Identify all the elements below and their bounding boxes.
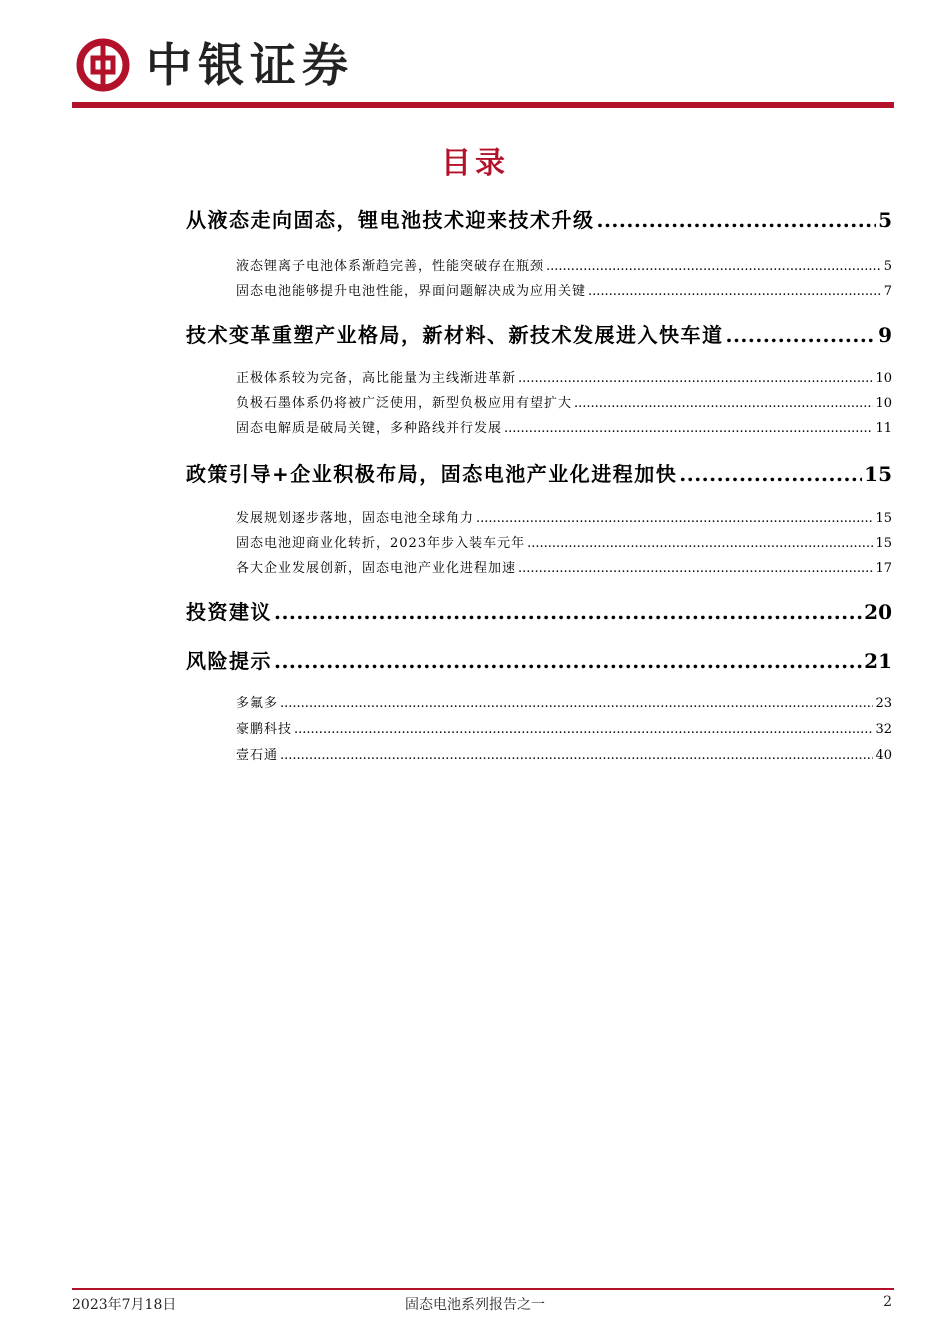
brand-name: 中银证券: [146, 38, 354, 92]
toc-entry-title: 正极体系较为完备，高比能量为主线渐进革新: [236, 371, 517, 386]
footer-report-name: 固态电池系列报告之一: [405, 1297, 545, 1313]
toc-entry-title: 从液态走向固态，锂电池技术迎来技术升级: [186, 208, 595, 232]
toc-entry-page: 10: [875, 371, 892, 386]
toc-dot-leader: [280, 696, 873, 711]
toc-entry-title: 负极石墨体系仍将被广泛使用，新型负极应用有望扩大: [236, 396, 573, 411]
footer-divider: [72, 1288, 894, 1290]
toc-entry-title: 技术变革重塑产业格局，新材料、新技术发展进入快车道: [186, 323, 724, 347]
toc-section-entry[interactable]: [236, 744, 892, 763]
toc-section-entry[interactable]: [236, 255, 892, 274]
toc-entry-title: 豪鹏科技: [236, 722, 293, 737]
toc-dot-leader: [274, 649, 862, 673]
toc-entry-page: 5: [883, 259, 892, 274]
toc-entry-title: 多氟多: [236, 696, 279, 711]
toc-section-entry[interactable]: [236, 417, 892, 436]
toc-entry-title: 固态电解质是破局关键，多种路线并行发展: [236, 421, 503, 436]
toc-dot-leader: [574, 396, 873, 411]
toc-entry-page: 5: [878, 208, 892, 232]
toc-dot-leader: [518, 371, 873, 386]
toc-entry-page: 23: [875, 696, 892, 711]
bank-of-china-logo-icon: [76, 38, 130, 92]
toc-section-entry[interactable]: [236, 280, 892, 299]
footer-date: 2023年7月18日: [72, 1297, 177, 1313]
toc-entry-title: 固态电池迎商业化转折，2023年步入装车元年: [236, 536, 526, 551]
toc-entry-title: 风险提示: [186, 649, 272, 673]
toc-entry-page: 7: [883, 284, 892, 299]
toc-entry-title: 投资建议: [186, 600, 272, 624]
toc-dot-leader: [597, 208, 877, 232]
toc-entry-title: 固态电池能够提升电池性能，界面问题解决成为应用关键: [236, 284, 587, 299]
toc-heading: 目录: [441, 146, 509, 181]
toc-dot-leader: [476, 511, 873, 526]
toc-dot-leader: [546, 259, 882, 274]
toc-entry-title: 各大企业发展创新，固态电池产业化进程加速: [236, 561, 517, 576]
toc-chapter-entry[interactable]: [186, 645, 892, 674]
toc-entry-page: 15: [864, 462, 892, 486]
toc-section-entry[interactable]: [236, 507, 892, 526]
toc-section-entry[interactable]: [236, 718, 892, 737]
toc-dot-leader: [280, 748, 873, 763]
toc-dot-leader: [294, 722, 873, 737]
footer-page-number: 2: [883, 1294, 892, 1310]
toc-section-entry[interactable]: [236, 532, 892, 551]
toc-entry-page: 21: [864, 649, 892, 673]
toc-chapter-entry[interactable]: [186, 319, 892, 348]
toc-section-entry[interactable]: [236, 367, 892, 386]
toc-entry-page: 10: [875, 396, 892, 411]
toc-dot-leader: [588, 284, 882, 299]
toc-entry-title: 液态锂离子电池体系渐趋完善，性能突破存在瓶颈: [236, 259, 545, 274]
toc-entry-title: 壹石通: [236, 748, 279, 763]
toc-entry-page: 15: [875, 536, 892, 551]
toc-entry-page: 11: [875, 421, 892, 436]
toc-dot-leader: [679, 462, 862, 486]
toc-entry-page: 9: [878, 323, 892, 347]
toc-section-entry[interactable]: [236, 392, 892, 411]
header-divider: [72, 102, 894, 108]
toc-dot-leader: [274, 600, 862, 624]
toc-chapter-entry[interactable]: [186, 458, 892, 487]
toc-dot-leader: [527, 536, 873, 551]
toc-chapter-entry[interactable]: [186, 204, 892, 233]
toc-entry-title: 发展规划逐步落地，固态电池全球角力: [236, 511, 475, 526]
toc-section-entry[interactable]: [236, 692, 892, 711]
toc-dot-leader: [504, 421, 873, 436]
toc-entry-page: 17: [875, 561, 892, 576]
toc-section-entry[interactable]: [236, 557, 892, 576]
toc-entry-title: 政策引导+企业积极布局，固态电池产业化进程加快: [186, 462, 678, 486]
toc-entry-page: 40: [875, 748, 892, 763]
toc-entry-page: 32: [875, 722, 892, 737]
toc-entry-page: 20: [864, 600, 892, 624]
page-header: [72, 32, 894, 110]
toc-dot-leader: [518, 561, 873, 576]
toc-entry-page: 15: [875, 511, 892, 526]
toc-chapter-entry[interactable]: [186, 596, 892, 625]
toc-dot-leader: [726, 323, 877, 347]
